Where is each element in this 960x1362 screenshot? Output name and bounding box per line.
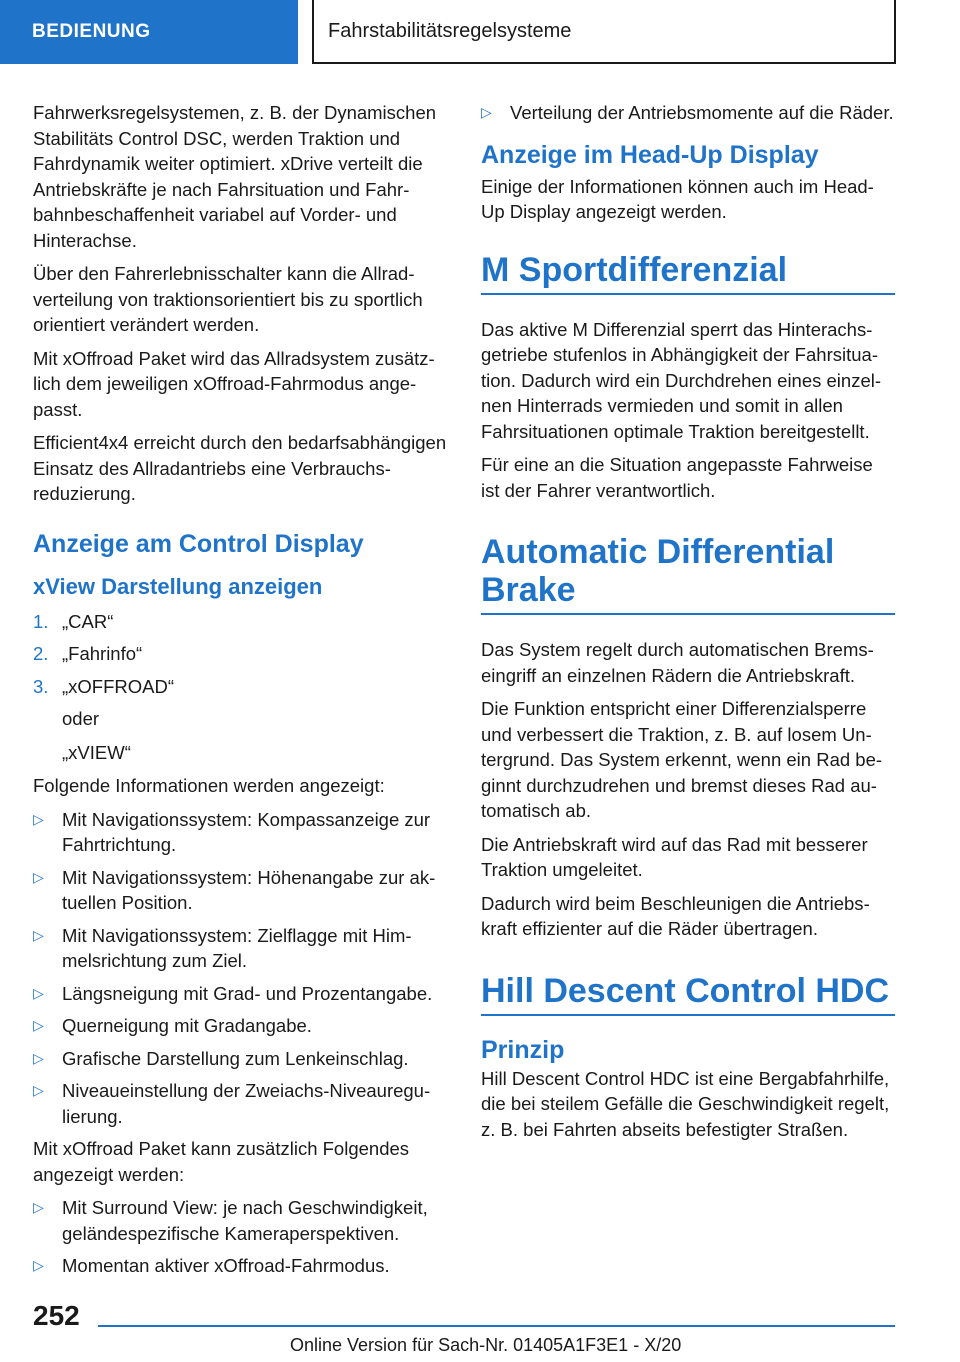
step-alt-oder: oder — [62, 708, 100, 729]
footer-online-version: Online Version für Sach-Nr. 01405A1F3E1 - X/20 — [290, 1335, 682, 1355]
step-item — [33, 609, 448, 635]
paragraph: Das aktive M Differenzial sperrt das Hinterachsgetriebe stufenlos in Abhängigkeit der Fahrsituation. Dadurch wird ein Durchdrehen eines einzelnen Hinterrads vermieden und somit in allen Fahrsituationen optimale Traktion bereitgestellt. — [481, 318, 882, 442]
list-item — [33, 1046, 448, 1072]
right-column — [481, 100, 895, 1150]
step-alt-xview: „xVIEW“ — [62, 741, 131, 763]
heading-m-sportdifferenzial: M Sportdifferenzial — [481, 251, 895, 295]
triangle-bullet-icon: ▷ — [481, 104, 492, 120]
step-number: 3. — [33, 675, 49, 697]
continued-list — [481, 100, 895, 126]
chapter-title: Fahrstabilitätsregelsysteme — [328, 19, 572, 42]
step-item — [33, 641, 448, 667]
triangle-bullet-icon: ▷ — [33, 868, 44, 885]
info-list — [33, 807, 448, 1130]
triangle-bullet-icon: ▷ — [33, 1257, 44, 1273]
list-item-text: Mit Navigationssystem: Zielflagge mit Himmelsrichtung zum Ziel. — [62, 924, 412, 971]
heading-hill-descent-control: Hill Descent Control HDC — [481, 972, 895, 1016]
list-item-text: Verteilung der Antriebsmomente auf die Räder. — [510, 102, 894, 123]
triangle-bullet-icon: ▷ — [33, 1199, 44, 1215]
paragraph: Dadurch wird beim Beschleunigen die Antriebskraft effizienter auf die Räder übertragen. — [481, 892, 870, 939]
triangle-bullet-icon: ▷ — [33, 1082, 44, 1098]
chapter-title-box — [312, 0, 896, 64]
list-item-text: Mit Surround View: je nach Geschwindigkeit, geländespezifische Kameraperspektiven. — [62, 1197, 428, 1244]
heading-prinzip: Prinzip — [481, 1035, 565, 1064]
triangle-bullet-icon: ▷ — [33, 926, 44, 943]
paragraph: Mit xOffroad Paket kann zusätzlich Folgendes angezeigt werden: — [33, 1138, 410, 1185]
paragraph: Die Funktion entspricht einer Differenzialsperre und verbessert die Traktion, z. B. auf losem Untergrund. Das System erkennt, wenn ein Rad beginnt durchzudrehen und bremst dieses Rad automatisch ab. — [481, 698, 883, 821]
list-item — [481, 100, 895, 126]
section-tab — [0, 0, 298, 64]
list-item-text: Momentan aktiver xOffroad-Fahrmodus. — [62, 1255, 390, 1276]
list-item — [33, 865, 448, 916]
list-item — [33, 1078, 448, 1129]
list-item-text: Mit Navigationssystem: Höhenangabe zur aktuellen Position. — [62, 866, 436, 913]
footer-divider — [98, 1325, 895, 1327]
paragraph: Das System regelt durch automatischen Bremseingriff an einzelnen Rädern die Antriebskraft. — [481, 639, 874, 686]
step-list — [33, 609, 448, 700]
paragraph: Einige der Informationen können auch im Head-Up Display angezeigt werden. — [481, 175, 874, 222]
paket-list — [33, 1195, 448, 1279]
list-item — [33, 981, 448, 1007]
heading-xview: xView Darstellung anzeigen — [33, 573, 323, 599]
list-item-text: Grafische Darstellung zum Lenkeinschlag. — [62, 1047, 409, 1069]
list-item — [33, 923, 448, 974]
section-label: BEDIENUNG — [32, 21, 151, 42]
heading-automatic-differential-brake: Automatic Differential Brake — [481, 533, 895, 615]
paragraph: Über den Fahrerlebnisschalter kann die Allradverteilung von traktionsorientiert bis zu sportlich orientiert verändert werden. — [33, 263, 423, 335]
triangle-bullet-icon: ▷ — [33, 1049, 44, 1066]
heading-head-up-display: Anzeige im Head-Up Display — [481, 140, 819, 169]
list-item-text: Niveaueinstellung der Zweiachs-Niveauregulierung. — [62, 1080, 431, 1127]
paragraph: Hill Descent Control HDC ist eine Bergabfahrhilfe, die bei steilem Gefälle die Geschwindigkeit regelt, z. B. bei Fahrten abseits befestigter Straßen. — [481, 1067, 890, 1140]
step-text: „Fahrinfo“ — [62, 643, 143, 664]
page-number: 252 — [33, 1300, 80, 1331]
list-item-text: Mit Navigationssystem: Kompassanzeige zur Fahrtrichtung. — [62, 808, 431, 855]
paragraph: Die Antriebskraft wird auf das Rad mit besserer Traktion umgeleitet. — [481, 833, 868, 880]
paragraph: Fahrwerksregelsystemen, z. B. der Dynamischen Stabilitäts Control DSC, werden Traktion und Fahrdynamik weiter optimiert. xDrive verteilt die Antriebskräfte je nach Fahrsituation und Fahrbahnbeschaffenheit variabel auf Vorder- und Hinterachse. — [33, 102, 437, 251]
list-item — [33, 807, 448, 858]
list-item — [33, 1195, 448, 1246]
paragraph: Mit xOffroad Paket wird das Allradsystem zusätzlich dem jeweiligen xOffroad-Fahrmodus angepasst. — [33, 347, 435, 420]
list-item — [33, 1013, 448, 1039]
step-number: 1. — [33, 610, 49, 632]
list-item-text: Längsneigung mit Grad- und Prozentangabe. — [62, 982, 433, 1004]
paragraph: Folgende Informationen werden angezeigt: — [33, 775, 385, 796]
heading-control-display: Anzeige am Control Display — [33, 529, 364, 558]
triangle-bullet-icon: ▷ — [33, 810, 44, 827]
left-column — [33, 100, 448, 1286]
paragraph: Für eine an die Situation angepasste Fahrweise ist der Fahrer verantwortlich. — [481, 454, 873, 501]
step-number: 2. — [33, 643, 49, 664]
triangle-bullet-icon: ▷ — [33, 1017, 44, 1033]
paragraph: Efficient4x4 erreicht durch den bedarfsabhängigen Einsatz des Allradantriebs eine Verbrauchsreduzierung. — [33, 432, 447, 504]
triangle-bullet-icon: ▷ — [33, 984, 44, 1001]
step-text: „xOFFROAD“ — [62, 675, 175, 697]
list-item-text: Querneigung mit Gradangabe. — [62, 1015, 312, 1036]
step-text: „CAR“ — [62, 610, 114, 632]
list-item — [33, 1253, 448, 1279]
step-item — [33, 674, 448, 700]
